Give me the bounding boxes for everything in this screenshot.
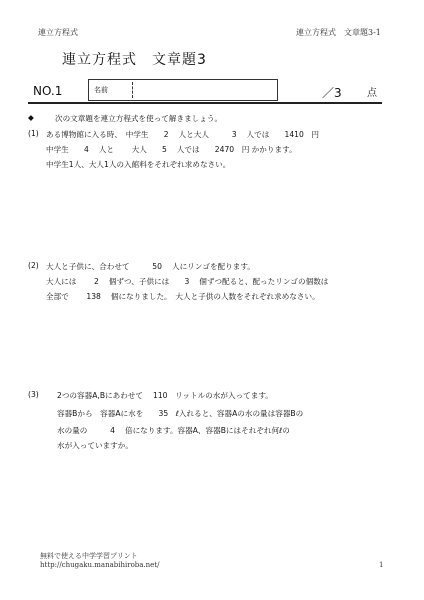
footer-url[interactable]: http://chugaku.manabihiroba.net/	[40, 561, 160, 569]
problem-1-line-3: 中学生1人、大人1人の入館料をそれぞれ求めなさい。	[46, 160, 231, 169]
footer-site-name: 無料で使える中学学習プリント	[40, 552, 138, 560]
instruction-bullet: ◆	[28, 113, 34, 122]
score-unit: 点	[367, 88, 377, 99]
name-label: 名前	[94, 86, 108, 94]
problem-3-line-3: 水の量の 4 倍になります。容器A、容器Bにはそれぞれ何ℓの	[57, 426, 290, 435]
page-title: 連立方程式 文章題3	[62, 52, 207, 68]
problem-1-line-2: 中学生 4 人と 大人 5 人では 2470 円 かかります。	[46, 145, 297, 154]
name-field[interactable]	[88, 79, 278, 101]
score-value: ／3	[322, 86, 342, 100]
sheet-number: NO.1	[33, 84, 63, 98]
page-number: 1	[379, 561, 384, 569]
problem-3-line-4: 水が入っていますか。	[57, 441, 133, 450]
instruction-text: 次の文章題を連立方程式を使って解きましょう。	[55, 114, 223, 123]
header-rule	[28, 102, 382, 104]
problem-2-line-2: 大人には 2 個ずつ、子供には 3 個ずつ配ると、配ったリンゴの個数は	[46, 277, 329, 286]
problem-2-line-1: 大人と子供に、合わせて 50 人にリンゴを配ります。	[46, 262, 255, 271]
problem-2-number: (2)	[28, 261, 39, 270]
problem-3-number: (3)	[28, 390, 39, 399]
problem-2-line-3: 全部で 138 個になりました。 大人と子供の人数をそれぞれ求めなさい。	[46, 292, 320, 301]
header-left: 連立方程式	[38, 28, 78, 37]
problem-1-line-1: ある博物館に入る時、 中学生 2 人と大人 3 人では 1410 円	[46, 130, 320, 139]
problem-1-number: (1)	[28, 129, 39, 138]
problem-3-line-2: 容器Bから 容器Aに水を 35 ℓ入れると、容器Aの水の量は容器Bの	[57, 409, 304, 418]
problem-3-line-1: 2つの容器A,Bにあわせて 110 リットルの水が入ってます。	[57, 391, 273, 400]
name-divider	[132, 82, 133, 98]
header-right: 連立方程式 文章題3-1	[296, 28, 381, 37]
